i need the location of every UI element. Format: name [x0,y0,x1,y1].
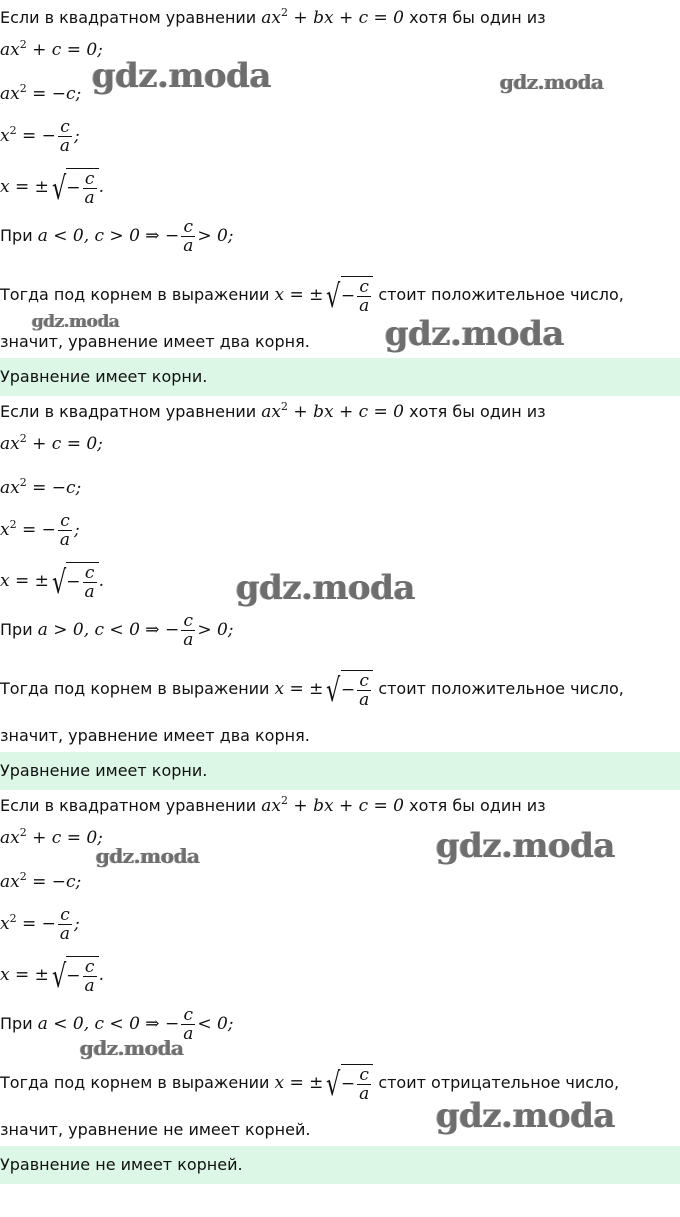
block1-step2: $ax^2 = -c$; [0,82,82,104]
block1-condition: При a < 0, c > 0 ⇒ − $\frac{c}{a}$ > 0; [0,217,234,256]
block2-then: Тогда под корнем в выражении x = ±√− $\frac{c}{a}$ стоит положительное число, [0,670,624,710]
block2-means: значит, уравнение имеет два корня. [0,726,310,745]
block1-step3: $x^2$ = − $\frac{c}{a}$ ; [0,117,80,156]
block2-condition: При a > 0, c < 0 ⇒ − $\frac{c}{a}$ > 0; [0,611,234,650]
watermark-logo: gdz.moda [236,568,416,608]
watermark-logo: gdz.moda [96,844,200,868]
block3-step3: $x^2$ = − $\frac{c}{a}$ ; [0,905,80,944]
block1-means: значит, уравнение имеет два корня. [0,332,310,351]
block3-condition: При a < 0, c < 0 ⇒ − $\frac{c}{a}$ < 0; [0,1005,234,1044]
block3-then: Тогда под корнем в выражении x = ±√− $\frac{c}{a}$ стоит отрицательное число, [0,1064,620,1104]
block2-step1: $ax^2 + c = 0$; [0,432,103,454]
block1-answer: Уравнение имеет корни. [0,358,680,396]
intro-suffix: хотя бы один из [409,8,546,27]
block3-intro: Если в квадратном уравнении $ax^2$ + bx + c = 0 хотя бы один из [0,794,546,816]
watermark-logo: gdz.moda [385,314,565,354]
block3-means: значит, уравнение не имеет корней. [0,1120,311,1139]
block2-step4: x = ±√− $\frac{c}{a}$ . [0,562,105,602]
block2-step3: $x^2$ = − $\frac{c}{a}$ ; [0,511,80,550]
block1-intro [0,6,546,28]
watermark-logo: gdz.moda [500,70,604,94]
block1-step4: x = ±√− $\frac{c}{a}$ . [0,168,105,208]
block1-step1: $ax^2 + c = 0$; [0,38,103,60]
intro-text: Если в квадратном уравнении [0,8,257,27]
block3-step1: $ax^2 + c = 0$; [0,826,103,848]
block1-then: Тогда под корнем в выражении x = ±√− $\frac{c}{a}$ стоит положительное число, [0,276,624,316]
block3-step2: $ax^2 = -c$; [0,870,82,892]
block2-step2: $ax^2 = -c$; [0,476,82,498]
block2-intro: Если в квадратном уравнении $ax^2$ + bx + c = 0 хотя бы один из [0,400,546,422]
block2-answer: Уравнение имеет корни. [0,752,680,790]
watermark-logo: gdz.moda [80,1036,184,1060]
watermark-logo: gdz.moda [436,826,616,866]
block3-answer: Уравнение не имеет корней. [0,1146,680,1184]
quadratic-equation: $ax^2$ + bx + c = 0 [261,6,404,28]
watermark-logo: gdz.moda [32,312,120,332]
watermark-logo: gdz.moda [92,56,272,96]
watermark-logo: gdz.moda [436,1096,616,1136]
block3-step4: x = ±√− $\frac{c}{a}$ . [0,956,105,996]
